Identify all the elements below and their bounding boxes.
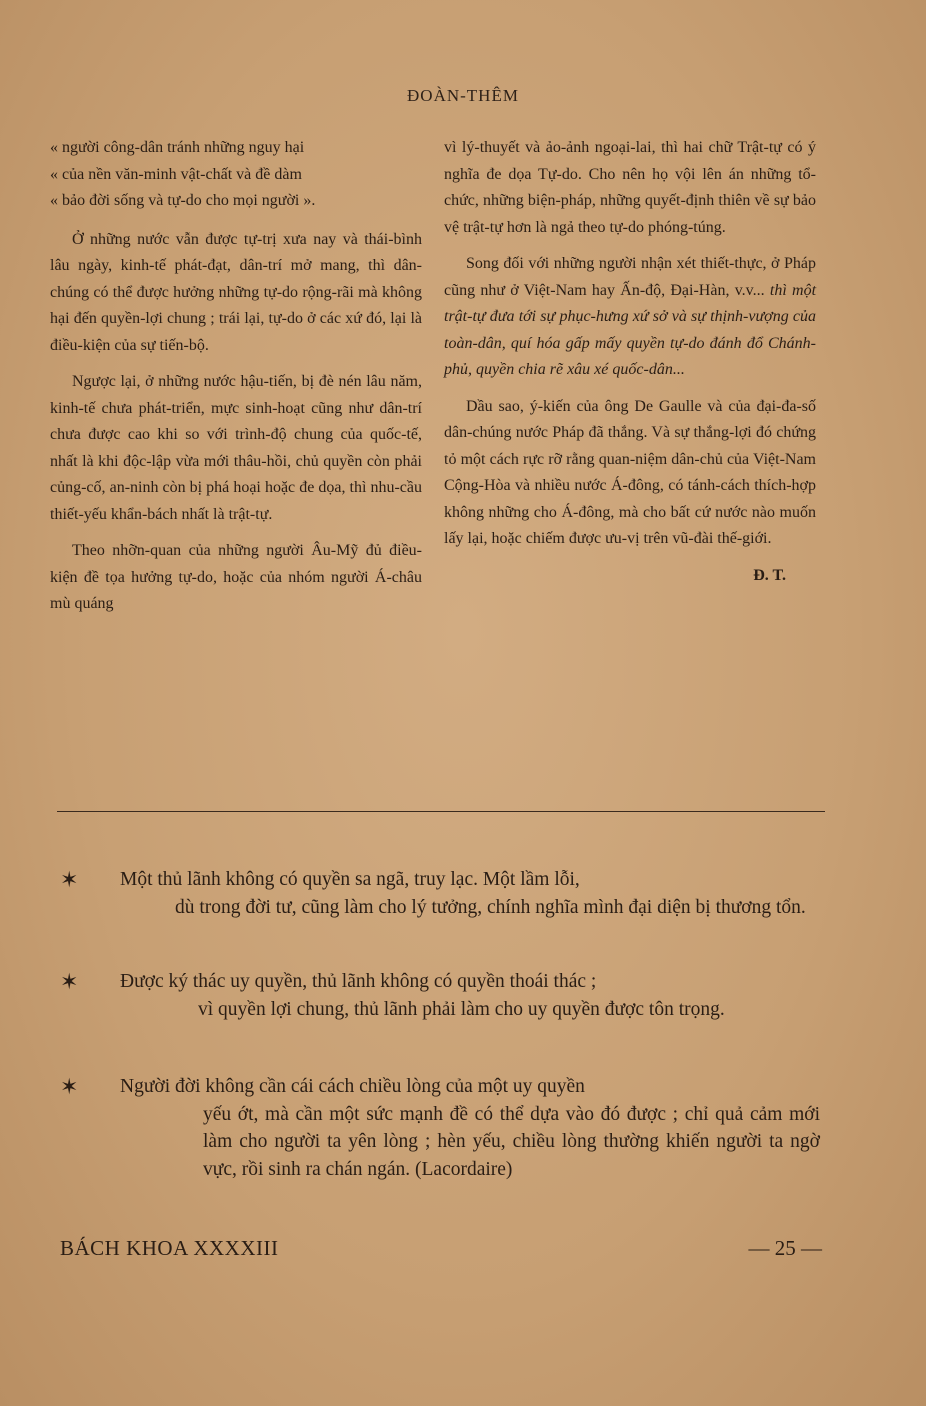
star-ornament-icon: ✶ [60,867,79,892]
maxim-first-line: Người đời không cần cái cách chiều lòng của một uy quyền [120,1076,585,1097]
maxim-first-line: Được ký thác uy quyền, thủ lãnh không có quyền thoái thác ; [120,971,597,992]
paragraph: vì lý-thuyết và ảo-ảnh ngoại-lai, thì hai chữ Trật-tự có ý nghĩa đe dọa Tự-do. Cho nên họ vội lên án những tổ-chức, những biện-pháp, những quyết-định thiên về sự bảo vệ trật-tự hơn là ngả theo tự-do phóng-túng. [444,139,816,236]
star-ornament-icon: ✶ [60,1074,79,1099]
page-header-author: ĐOÀN-THÊM [407,86,519,105]
maxim-first-line: Một thủ lãnh không có quyền sa ngã, truy lạc. Một lầm lỗi, [120,869,580,890]
maxim-item [60,866,820,921]
paragraph: Theo nhỡn-quan của những người Âu-Mỹ đủ điều-kiện đề tọa hưởng tự-do, hoặc của nhóm người Á-châu mù quáng [50,542,422,612]
magazine-title: BÁCH KHOA XXXXIII [60,1236,279,1260]
right-column [444,135,816,589]
maxim-item [60,1073,820,1183]
paragraph-text: Song đối với những người nhận xét thiết-thực, ở Pháp cũng như ở Việt-Nam hay Ấn-độ, Đại-Hàn, v.v... [444,255,816,299]
quote-block [50,135,422,215]
quote-line: « bảo đời sống và tự-do cho mọi người ». [50,192,316,209]
left-column [50,135,422,628]
paragraph: Ngược lại, ở những nước hậu-tiến, bị đè nén lâu năm, kinh-tế chưa phát-triển, mực sinh-hoạt cũng như dân-trí chưa được cao khi so với trình-độ chung của quốc-tế, nhất là khi độc-lập vừa mới thâu-hồi, chủ quyền còn phải củng-cố, an-ninh còn bị phá hoại hoặc đe dọa, thì nhu-cầu thiết-yếu khẩn-bách nhất là trật-tự. [50,373,422,523]
emphasis-text: thì một trật-tự đưa tới sự phục-hưng xứ sở và sự thịnh-vượng của toàn-dân, quí hóa gấp mấy quyền tự-do đánh đổ Chánh-phủ, quyền chia rẽ xâu xé quốc-dân... [444,281,817,378]
paragraph: Dầu sao, ý-kiến của ông De Gaulle và của đại-đa-số dân-chúng nước Pháp đã thắng. Và sự thắng-lợi đó chứng tỏ một cách rực rỡ rằng quan-niệm dân-chủ của Việt-Nam Cộng-Hòa và nhiều nước Á-đông, có tánh-cách thích-hợp không những cho Á-đông, mà cho bất cứ nước nào muốn lấy lại, hoặc chiếm được ưu-vị trên vũ-đài thế-giới. [444,397,816,547]
quote-line: « người công-dân tránh những nguy hại [50,139,305,156]
maxim-item [60,968,820,1023]
maxim-text: yếu ớt, mà cần một sức mạnh đề có thể dựa vào đó được ; chỉ quả cảm mới làm cho người ta yên lòng ; hèn yếu, chiều lòng thường khiến người ta ngờ vực, rồi sinh ra chán ngán. (Lacordaire) [203,1103,820,1180]
author-signature: Đ. T. [753,566,786,584]
paragraph [444,251,816,384]
page-number: — 25 — [748,1236,822,1260]
quote-line: « của nền văn-minh vật-chất và đề dàm [50,165,302,183]
paragraph: Ở những nước vẫn được tự-trị xưa nay và thái-bình lâu ngày, kinh-tế phát-đạt, dân-trí mở mang, thì dân-chúng có thể được hưởng những tự-do rộng-rãi mà không hại đến quyền-lợi chung ; trái lại, tự-do ở các xứ đó, lại là điều-kiện của sự tiến-bộ. [50,230,422,354]
section-divider [57,811,825,812]
maxim-text: vì quyền lợi chung, thủ lãnh phải làm cho uy quyền được tôn trọng. [198,998,725,1020]
maxim-text: dù trong đời tư, cũng làm cho lý tưởng, chính nghĩa mình đại diện bị thương tổn. [175,896,806,918]
star-ornament-icon: ✶ [60,969,79,994]
